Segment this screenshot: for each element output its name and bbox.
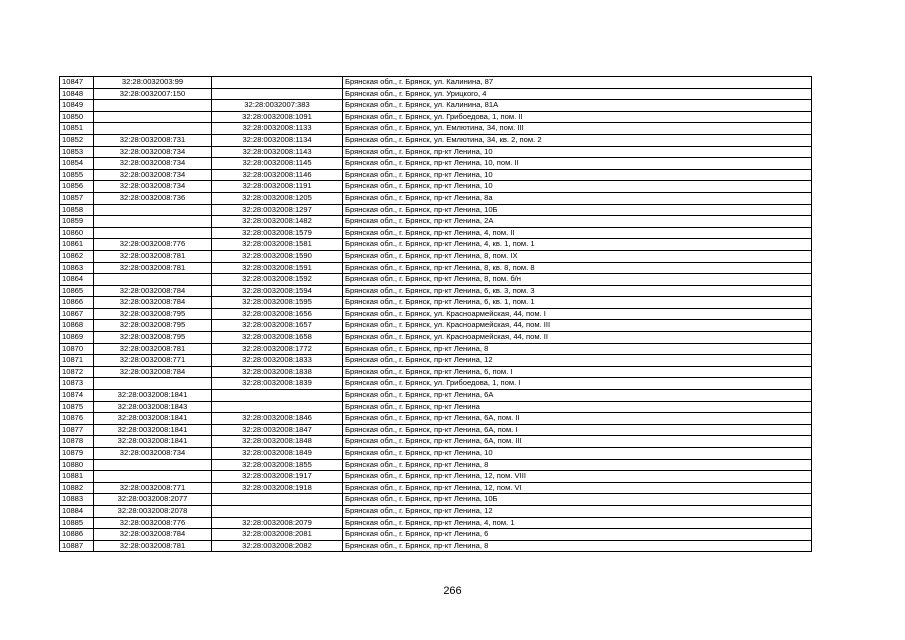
object-cadastral-number-cell: 32:28:0032008:1143	[212, 146, 343, 158]
address-cell: Брянская обл., г. Брянск, пр-кт Ленина, 6, кв. 1, пом. 1	[343, 297, 812, 309]
cadastral-number-cell: 32:28:0032008:731	[94, 134, 212, 146]
row-number-cell: 10887	[60, 540, 94, 552]
object-cadastral-number-cell: 32:28:0032008:1205	[212, 192, 343, 204]
row-number-cell: 10855	[60, 169, 94, 181]
object-cadastral-number-cell: 32:28:0032008:1590	[212, 250, 343, 262]
row-number-cell: 10847	[60, 77, 94, 89]
table-row	[60, 378, 812, 390]
row-number-cell: 10872	[60, 366, 94, 378]
table-row	[60, 413, 812, 425]
cadastral-number-cell: 32:28:0032007:150	[94, 88, 212, 100]
cadastral-number-cell: 32:28:0032008:781	[94, 262, 212, 274]
cadastral-number-cell: 32:28:0032008:795	[94, 320, 212, 332]
address-cell: Брянская обл., г. Брянск, ул. Красноармейская, 44, пом. II	[343, 332, 812, 344]
object-cadastral-number-cell: 32:28:0032008:1918	[212, 482, 343, 494]
address-cell: Брянская обл., г. Брянск, пр-кт Ленина, 4, пом. 1	[343, 517, 812, 529]
row-number-cell: 10871	[60, 355, 94, 367]
table-row	[60, 529, 812, 541]
object-cadastral-number-cell: 32:28:0032008:1656	[212, 308, 343, 320]
address-cell: Брянская обл., г. Брянск, пр-кт Ленина, 6А, пом. I	[343, 424, 812, 436]
object-cadastral-number-cell: 32:28:0032007:383	[212, 100, 343, 112]
address-cell: Брянская обл., г. Брянск, пр-кт Ленина, 12, пом. VI	[343, 482, 812, 494]
address-cell: Брянская обл., г. Брянск, пр-кт Ленина, 8	[343, 459, 812, 471]
table-row	[60, 459, 812, 471]
row-number-cell: 10852	[60, 134, 94, 146]
table-row	[60, 401, 812, 413]
table-row	[60, 471, 812, 483]
object-cadastral-number-cell: 32:28:0032008:1591	[212, 262, 343, 274]
table-row	[60, 169, 812, 181]
row-number-cell: 10886	[60, 529, 94, 541]
table-row	[60, 123, 812, 135]
cadastral-number-cell: 32:28:0032008:776	[94, 517, 212, 529]
table-row	[60, 274, 812, 286]
object-cadastral-number-cell	[212, 494, 343, 506]
table-row	[60, 343, 812, 355]
address-cell: Брянская обл., г. Брянск, пр-кт Ленина, 6, кв. 3, пом. 3	[343, 285, 812, 297]
cadastral-number-cell: 32:28:0032008:784	[94, 529, 212, 541]
row-number-cell: 10869	[60, 332, 94, 344]
address-cell: Брянская обл., г. Брянск, пр-кт Ленина, 4, пом. II	[343, 227, 812, 239]
table-row	[60, 424, 812, 436]
address-cell: Брянская обл., г. Брянск, ул. Грибоедова, 1, пом. II	[343, 111, 812, 123]
cadastral-number-cell: 32:28:0032008:734	[94, 158, 212, 170]
object-cadastral-number-cell: 32:28:0032008:1297	[212, 204, 343, 216]
table-row	[60, 77, 812, 89]
object-cadastral-number-cell: 32:28:0032008:1579	[212, 227, 343, 239]
address-cell: Брянская обл., г. Брянск, ул. Калинина, 81А	[343, 100, 812, 112]
row-number-cell: 10879	[60, 448, 94, 460]
cadastral-number-cell	[94, 459, 212, 471]
registry-table	[59, 76, 812, 552]
cadastral-number-cell: 32:28:0032008:1841	[94, 424, 212, 436]
table-row	[60, 216, 812, 228]
object-cadastral-number-cell: 32:28:0032008:1855	[212, 459, 343, 471]
cadastral-number-cell: 32:28:0032008:784	[94, 285, 212, 297]
object-cadastral-number-cell: 32:28:0032008:1091	[212, 111, 343, 123]
address-cell: Брянская обл., г. Брянск, пр-кт Ленина, 12	[343, 505, 812, 517]
cadastral-number-cell	[94, 227, 212, 239]
row-number-cell: 10856	[60, 181, 94, 193]
address-cell: Брянская обл., г. Брянск, пр-кт Ленина	[343, 401, 812, 413]
row-number-cell: 10865	[60, 285, 94, 297]
address-cell: Брянская обл., г. Брянск, пр-кт Ленина, 10, пом. II	[343, 158, 812, 170]
cadastral-number-cell	[94, 204, 212, 216]
address-cell: Брянская обл., г. Брянск, ул. Грибоедова, 1, пом. I	[343, 378, 812, 390]
row-number-cell: 10885	[60, 517, 94, 529]
cadastral-number-cell: 32:28:0032008:771	[94, 482, 212, 494]
cadastral-number-cell	[94, 111, 212, 123]
object-cadastral-number-cell: 32:28:0032008:1133	[212, 123, 343, 135]
object-cadastral-number-cell: 32:28:0032008:1917	[212, 471, 343, 483]
cadastral-number-cell	[94, 216, 212, 228]
object-cadastral-number-cell: 32:28:0032008:1847	[212, 424, 343, 436]
row-number-cell: 10883	[60, 494, 94, 506]
object-cadastral-number-cell: 32:28:0032008:1146	[212, 169, 343, 181]
object-cadastral-number-cell: 32:28:0032008:1592	[212, 274, 343, 286]
address-cell: Брянская обл., г. Брянск, пр-кт Ленина, 10	[343, 169, 812, 181]
address-cell: Брянская обл., г. Брянск, пр-кт Ленина, 2А	[343, 216, 812, 228]
cadastral-number-cell: 32:28:0032008:784	[94, 297, 212, 309]
cadastral-number-cell: 32:28:0032008:776	[94, 239, 212, 251]
row-number-cell: 10857	[60, 192, 94, 204]
address-cell: Брянская обл., г. Брянск, пр-кт Ленина, 6А, пом. II	[343, 413, 812, 425]
row-number-cell: 10877	[60, 424, 94, 436]
row-number-cell: 10849	[60, 100, 94, 112]
address-cell: Брянская обл., г. Брянск, ул. Емлютина, 34, пом. III	[343, 123, 812, 135]
row-number-cell: 10884	[60, 505, 94, 517]
table-row	[60, 146, 812, 158]
cadastral-number-cell: 32:28:0032008:1841	[94, 390, 212, 402]
table-row	[60, 355, 812, 367]
address-cell: Брянская обл., г. Брянск, пр-кт Ленина, 4, кв. 1, пом. 1	[343, 239, 812, 251]
object-cadastral-number-cell: 32:28:0032008:1134	[212, 134, 343, 146]
address-cell: Брянская обл., г. Брянск, пр-кт Ленина, 6А	[343, 390, 812, 402]
object-cadastral-number-cell	[212, 88, 343, 100]
cadastral-number-cell: 32:28:0032008:734	[94, 169, 212, 181]
object-cadastral-number-cell	[212, 401, 343, 413]
table-row	[60, 505, 812, 517]
row-number-cell: 10860	[60, 227, 94, 239]
object-cadastral-number-cell: 32:28:0032008:1657	[212, 320, 343, 332]
table-row	[60, 227, 812, 239]
table-row	[60, 192, 812, 204]
row-number-cell: 10870	[60, 343, 94, 355]
cadastral-number-cell: 32:28:0032008:795	[94, 332, 212, 344]
cadastral-number-cell: 32:28:0032008:1841	[94, 436, 212, 448]
row-number-cell: 10875	[60, 401, 94, 413]
row-number-cell: 10878	[60, 436, 94, 448]
address-cell: Брянская обл., г. Брянск, пр-кт Ленина, 6, пом. I	[343, 366, 812, 378]
row-number-cell: 10881	[60, 471, 94, 483]
address-cell: Брянская обл., г. Брянск, пр-кт Ленина, 8	[343, 540, 812, 552]
row-number-cell: 10864	[60, 274, 94, 286]
table-row	[60, 285, 812, 297]
row-number-cell: 10848	[60, 88, 94, 100]
cadastral-number-cell	[94, 378, 212, 390]
table-row	[60, 88, 812, 100]
row-number-cell: 10862	[60, 250, 94, 262]
row-number-cell: 10861	[60, 239, 94, 251]
row-number-cell: 10873	[60, 378, 94, 390]
row-number-cell: 10854	[60, 158, 94, 170]
cadastral-number-cell: 32:28:0032008:734	[94, 146, 212, 158]
table-row	[60, 320, 812, 332]
object-cadastral-number-cell: 32:28:0032008:1658	[212, 332, 343, 344]
table-row	[60, 308, 812, 320]
row-number-cell: 10880	[60, 459, 94, 471]
object-cadastral-number-cell: 32:28:0032008:1833	[212, 355, 343, 367]
cadastral-number-cell: 32:28:0032008:771	[94, 355, 212, 367]
address-cell: Брянская обл., г. Брянск, пр-кт Ленина, 12, пом. VIII	[343, 471, 812, 483]
object-cadastral-number-cell: 32:28:0032008:1772	[212, 343, 343, 355]
object-cadastral-number-cell: 32:28:0032008:1846	[212, 413, 343, 425]
address-cell: Брянская обл., г. Брянск, пр-кт Ленина, 8, пом. б/н	[343, 274, 812, 286]
table-row	[60, 297, 812, 309]
object-cadastral-number-cell: 32:28:0032008:2082	[212, 540, 343, 552]
cadastral-number-cell: 32:28:0032008:734	[94, 448, 212, 460]
cadastral-number-cell: 32:28:0032008:1841	[94, 413, 212, 425]
table-row	[60, 181, 812, 193]
table-row	[60, 100, 812, 112]
cadastral-number-cell	[94, 471, 212, 483]
cadastral-number-cell: 32:28:0032008:736	[94, 192, 212, 204]
table-row	[60, 204, 812, 216]
object-cadastral-number-cell: 32:28:0032008:1595	[212, 297, 343, 309]
object-cadastral-number-cell: 32:28:0032008:1145	[212, 158, 343, 170]
object-cadastral-number-cell	[212, 77, 343, 89]
object-cadastral-number-cell	[212, 390, 343, 402]
row-number-cell: 10868	[60, 320, 94, 332]
table-row	[60, 494, 812, 506]
object-cadastral-number-cell: 32:28:0032008:1191	[212, 181, 343, 193]
row-number-cell: 10874	[60, 390, 94, 402]
address-cell: Брянская обл., г. Брянск, пр-кт Ленина, 10	[343, 448, 812, 460]
table-row	[60, 366, 812, 378]
address-cell: Брянская обл., г. Брянск, пр-кт Ленина, 10	[343, 146, 812, 158]
address-cell: Брянская обл., г. Брянск, ул. Урицкого, 4	[343, 88, 812, 100]
object-cadastral-number-cell	[212, 505, 343, 517]
object-cadastral-number-cell: 32:28:0032008:1848	[212, 436, 343, 448]
cadastral-number-cell: 32:28:0032008:734	[94, 181, 212, 193]
table-row	[60, 134, 812, 146]
cadastral-number-cell	[94, 123, 212, 135]
cadastral-number-cell: 32:28:0032008:2077	[94, 494, 212, 506]
object-cadastral-number-cell: 32:28:0032008:1838	[212, 366, 343, 378]
address-cell: Брянская обл., г. Брянск, пр-кт Ленина, 10Б	[343, 204, 812, 216]
address-cell: Брянская обл., г. Брянск, пр-кт Ленина, 6	[343, 529, 812, 541]
cadastral-number-cell: 32:28:0032008:784	[94, 366, 212, 378]
table-row	[60, 448, 812, 460]
address-cell: Брянская обл., г. Брянск, пр-кт Ленина, 10	[343, 181, 812, 193]
address-cell: Брянская обл., г. Брянск, пр-кт Ленина, 10Б	[343, 494, 812, 506]
row-number-cell: 10876	[60, 413, 94, 425]
row-number-cell: 10863	[60, 262, 94, 274]
cadastral-number-cell: 32:28:0032008:781	[94, 343, 212, 355]
table-row	[60, 262, 812, 274]
object-cadastral-number-cell: 32:28:0032008:1849	[212, 448, 343, 460]
address-cell: Брянская обл., г. Брянск, пр-кт Ленина, 8а	[343, 192, 812, 204]
object-cadastral-number-cell: 32:28:0032008:1594	[212, 285, 343, 297]
row-number-cell: 10859	[60, 216, 94, 228]
cadastral-number-cell	[94, 100, 212, 112]
address-cell: Брянская обл., г. Брянск, ул. Красноармейская, 44, пом. III	[343, 320, 812, 332]
object-cadastral-number-cell: 32:28:0032008:1839	[212, 378, 343, 390]
object-cadastral-number-cell: 32:28:0032008:2079	[212, 517, 343, 529]
address-cell: Брянская обл., г. Брянск, пр-кт Ленина, 6А, пом. III	[343, 436, 812, 448]
cadastral-number-cell: 32:28:0032008:2078	[94, 505, 212, 517]
cadastral-number-cell: 32:28:0032008:781	[94, 540, 212, 552]
address-cell: Брянская обл., г. Брянск, ул. Красноармейская, 44, пом. I	[343, 308, 812, 320]
row-number-cell: 10882	[60, 482, 94, 494]
object-cadastral-number-cell: 32:28:0032008:1482	[212, 216, 343, 228]
object-cadastral-number-cell: 32:28:0032008:1581	[212, 239, 343, 251]
table-row	[60, 436, 812, 448]
address-cell: Брянская обл., г. Брянск, пр-кт Ленина, 8, кв. 8, пом. 8	[343, 262, 812, 274]
table-row	[60, 111, 812, 123]
table-row	[60, 250, 812, 262]
address-cell: Брянская обл., г. Брянск, пр-кт Ленина, 12	[343, 355, 812, 367]
cadastral-number-cell: 32:28:0032003:99	[94, 77, 212, 89]
address-cell: Брянская обл., г. Брянск, ул. Емлютина, 34, кв. 2, пом. 2	[343, 134, 812, 146]
row-number-cell: 10850	[60, 111, 94, 123]
cadastral-number-cell	[94, 274, 212, 286]
cadastral-number-cell: 32:28:0032008:795	[94, 308, 212, 320]
table-row	[60, 517, 812, 529]
table-row	[60, 540, 812, 552]
table-row	[60, 239, 812, 251]
row-number-cell: 10867	[60, 308, 94, 320]
row-number-cell: 10866	[60, 297, 94, 309]
cadastral-number-cell: 32:28:0032008:781	[94, 250, 212, 262]
cadastral-number-cell: 32:28:0032008:1843	[94, 401, 212, 413]
address-cell: Брянская обл., г. Брянск, пр-кт Ленина, 8, пом. IX	[343, 250, 812, 262]
registry-table-body	[60, 77, 812, 552]
page-number: 266	[443, 585, 462, 597]
table-row	[60, 482, 812, 494]
address-cell: Брянская обл., г. Брянск, пр-кт Ленина, 8	[343, 343, 812, 355]
address-cell: Брянская обл., г. Брянск, ул. Калинина, 87	[343, 77, 812, 89]
table-row	[60, 390, 812, 402]
table-row	[60, 158, 812, 170]
row-number-cell: 10853	[60, 146, 94, 158]
table-row	[60, 332, 812, 344]
row-number-cell: 10851	[60, 123, 94, 135]
row-number-cell: 10858	[60, 204, 94, 216]
object-cadastral-number-cell: 32:28:0032008:2081	[212, 529, 343, 541]
